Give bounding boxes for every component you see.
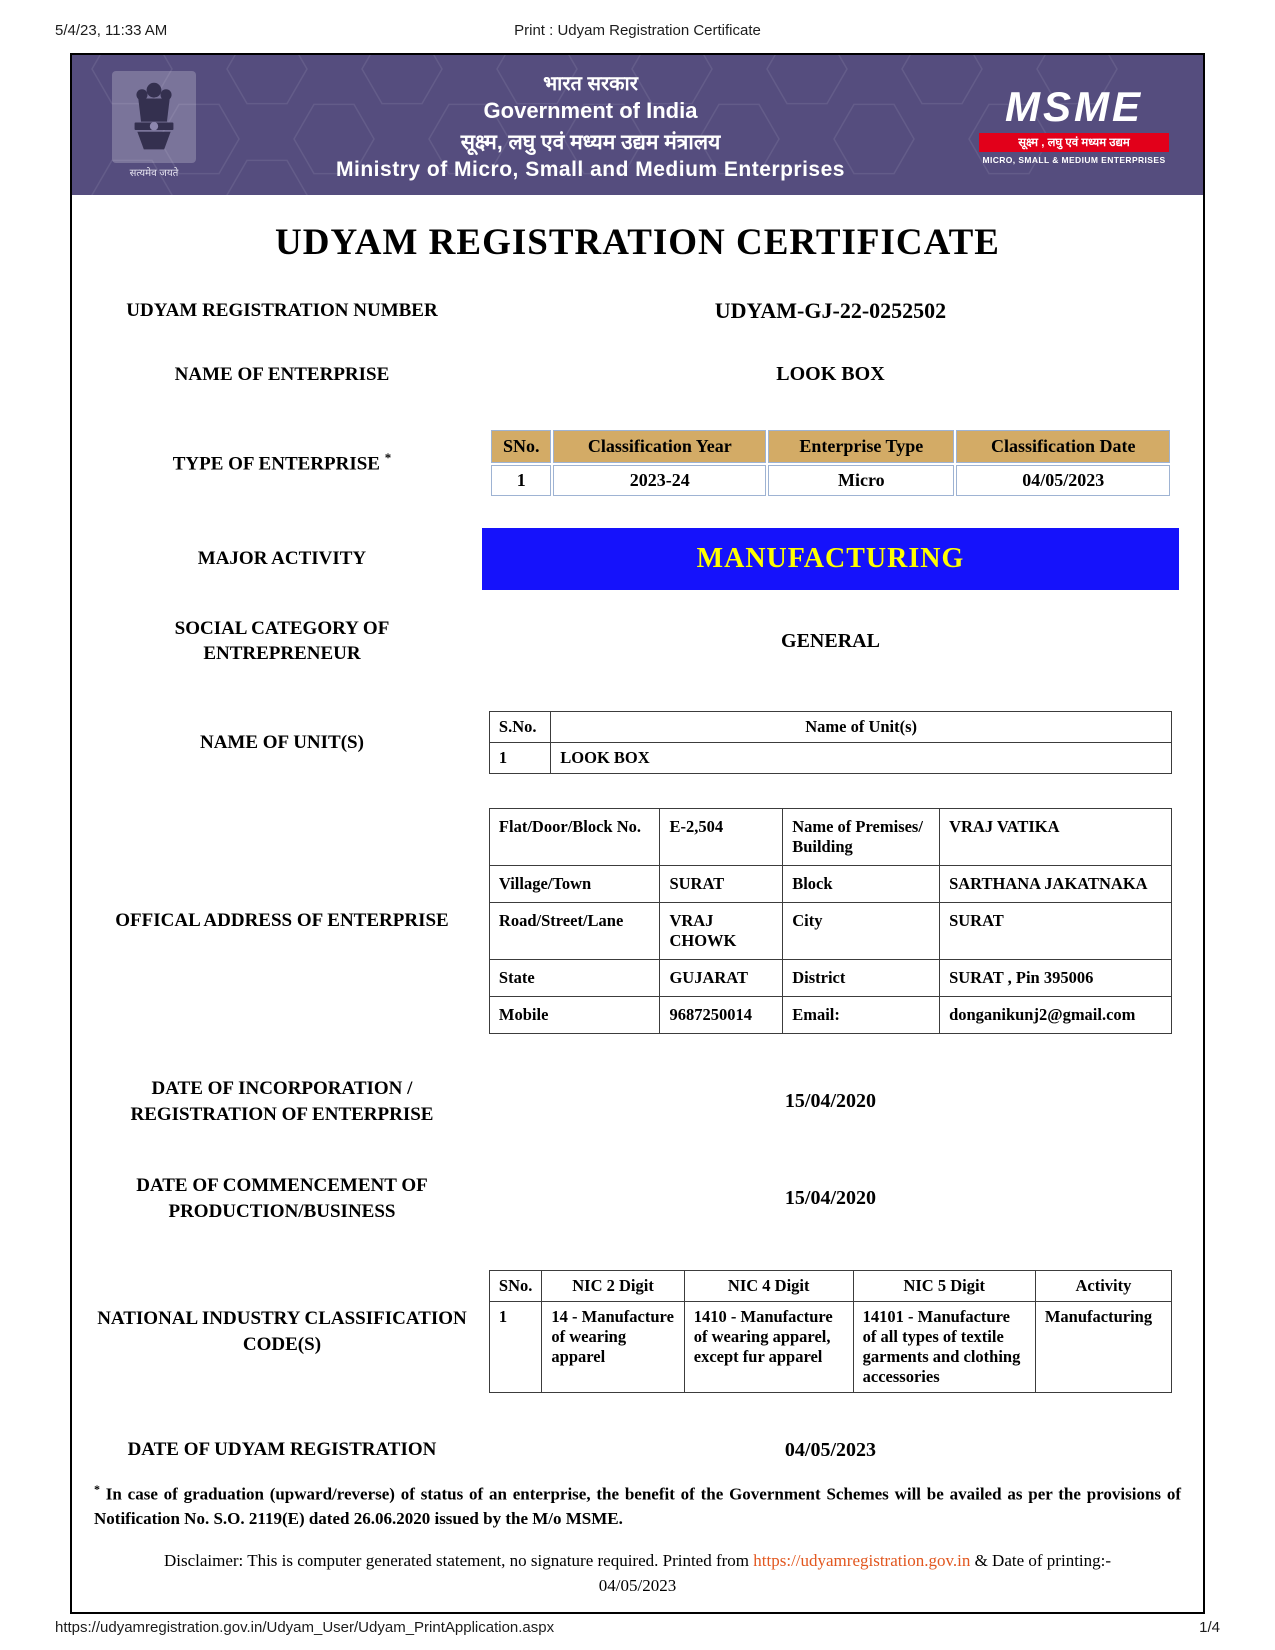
- incorporation-date-row: [72, 1076, 1203, 1127]
- ashoka-lion-capital-icon: [126, 80, 182, 154]
- emblem-icon: [112, 71, 196, 163]
- table-header-row: [489, 1271, 1171, 1302]
- type-of-enterprise-asterisk: *: [384, 449, 392, 465]
- type-of-enterprise-label-text: TYPE OF ENTERPRISE: [172, 452, 380, 474]
- addr-value-block: SARTHANA JAKATNAKA: [940, 865, 1172, 902]
- addr-value-village: SURAT: [660, 865, 783, 902]
- table-row: [489, 996, 1171, 1033]
- addr-key-email: Email:: [783, 996, 940, 1033]
- addr-key-mobile: Mobile: [489, 996, 660, 1033]
- india-national-emblem: [106, 71, 202, 179]
- addr-value-premises: VRAJ VATIKA: [940, 808, 1172, 865]
- print-page-indicator: 1/4: [1199, 1619, 1220, 1636]
- cell-sno: 1: [489, 1302, 541, 1393]
- addr-key-premises: Name of Premises/ Building: [783, 808, 940, 865]
- commencement-date-row: [72, 1173, 1203, 1224]
- ministry-hindi: सूक्ष्म, लघु एवं मध्यम उद्यम मंत्रालय: [460, 130, 721, 154]
- govt-hindi: भारत सरकार: [543, 72, 638, 95]
- addr-value-district: SURAT , Pin 395006: [940, 959, 1172, 996]
- addr-key-village: Village/Town: [489, 865, 660, 902]
- certificate-header-band: [72, 55, 1203, 195]
- table-row: [489, 1302, 1171, 1393]
- major-activity-banner: MANUFACTURING: [482, 528, 1179, 590]
- table-row: [491, 465, 1170, 496]
- table-header-row: [491, 430, 1170, 463]
- col-header-enterprise-type: Enterprise Type: [768, 430, 954, 463]
- col-header-classification-date: Classification Date: [956, 430, 1170, 463]
- social-category-value: GENERAL: [781, 629, 880, 652]
- addr-key-state: State: [489, 959, 660, 996]
- addr-key-flat: Flat/Door/Block No.: [489, 808, 660, 865]
- addr-value-state: GUJARAT: [660, 959, 783, 996]
- units-label: NAME OF UNIT(S): [199, 731, 364, 753]
- govt-english: Government of India: [483, 97, 698, 123]
- official-address-label: OFFICAL ADDRESS OF ENTERPRISE: [115, 910, 449, 932]
- type-of-enterprise-label: [82, 449, 482, 477]
- cell-classification-year: 2023-24: [553, 465, 766, 496]
- official-address-row: [72, 808, 1203, 1034]
- ministry-title-block: [226, 69, 955, 182]
- footnote-asterisk: *: [94, 1482, 100, 1497]
- nic-codes-label: NATIONAL INDUSTRY CLASSIFICATION CODE(S): [97, 1308, 467, 1355]
- msme-wordmark: MSME: [1005, 82, 1143, 130]
- disclaimer-suffix: & Date of printing:-: [970, 1551, 1112, 1571]
- disclaimer: [98, 1548, 1177, 1574]
- cell-classification-date: 04/05/2023: [956, 465, 1170, 496]
- udyam-registration-date-label: DATE OF UDYAM REGISTRATION: [127, 1439, 437, 1461]
- cell-activity: Manufacturing: [1035, 1302, 1171, 1393]
- udyam-registration-date-row: [72, 1437, 1203, 1463]
- col-header-sno: S.No.: [489, 711, 550, 742]
- certificate-title: UDYAM REGISTRATION CERTIFICATE: [275, 222, 1000, 263]
- cell-nic5: 14101 - Manufacture of all types of textile garments and clothing accessories: [853, 1302, 1035, 1393]
- addr-key-block: Block: [783, 865, 940, 902]
- type-of-enterprise-row: [72, 428, 1203, 498]
- addr-value-road: VRAJ CHOWK: [660, 902, 783, 959]
- col-header-nic5: NIC 5 Digit: [853, 1271, 1035, 1302]
- table-header-row: [489, 711, 1171, 742]
- registration-number-label: UDYAM REGISTRATION NUMBER: [126, 300, 438, 322]
- enterprise-name-value: LOOK BOX: [776, 363, 885, 386]
- msme-tagline: MICRO, SMALL & MEDIUM ENTERPRISES: [982, 154, 1166, 165]
- table-row: [489, 808, 1171, 865]
- cell-unit-name: LOOK BOX: [551, 742, 1172, 773]
- col-header-classification-year: Classification Year: [553, 430, 766, 463]
- major-activity-label: MAJOR ACTIVITY: [197, 547, 367, 569]
- incorporation-date-label: DATE OF INCORPORATION / REGISTRATION OF ENTERPRISE: [130, 1077, 434, 1125]
- addr-value-mobile: 9687250014: [660, 996, 783, 1033]
- addr-key-city: City: [783, 902, 940, 959]
- major-activity-row: [72, 528, 1203, 590]
- certificate: [70, 53, 1205, 1614]
- enterprise-name-label: NAME OF ENTERPRISE: [174, 364, 390, 385]
- msme-logo: [979, 82, 1169, 165]
- udyam-registration-link[interactable]: https://udyamregistration.gov.in: [753, 1551, 971, 1571]
- addr-key-road: Road/Street/Lane: [489, 902, 660, 959]
- social-category-label: SOCIAL CATEGORY OF ENTREPRENEUR: [174, 617, 390, 665]
- cell-sno: 1: [491, 465, 552, 496]
- col-header-activity: Activity: [1035, 1271, 1171, 1302]
- print-header: [0, 0, 1275, 39]
- col-header-sno: SNo.: [489, 1271, 541, 1302]
- col-header-nic4: NIC 4 Digit: [684, 1271, 853, 1302]
- addr-value-city: SURAT: [940, 902, 1172, 959]
- emblem-caption: सत्यमेव जयते: [129, 168, 179, 179]
- graduation-footnote: [94, 1481, 1181, 1532]
- table-row: [489, 742, 1171, 773]
- nic-codes-table: [489, 1270, 1172, 1393]
- print-timestamp: 5/4/23, 11:33 AM: [55, 22, 168, 39]
- col-header-nic2: NIC 2 Digit: [542, 1271, 684, 1302]
- incorporation-date-value: 15/04/2020: [784, 1090, 877, 1113]
- commencement-date-label: DATE OF COMMENCEMENT OF PRODUCTION/BUSINESS: [136, 1175, 428, 1222]
- table-row: [489, 902, 1171, 959]
- type-of-enterprise-table: [489, 428, 1172, 498]
- addr-key-district: District: [783, 959, 940, 996]
- footnote-text: In case of graduation (upward/reverse) of status of an enterprise, the benefit of the Government Schemes will be availed as per the provisions of Notification No. S.O. 2119(E) dated 26.06.2020 issued by the M/o MSME.: [94, 1484, 1181, 1529]
- col-header-sno: SNo.: [491, 430, 552, 463]
- addr-value-flat: E-2,504: [660, 808, 783, 865]
- ministry-english: Ministry of Micro, Small and Medium Enterprises: [336, 157, 845, 181]
- disclaimer-text: Disclaimer: This is computer generated statement, no signature required. Printed from: [163, 1551, 754, 1571]
- udyam-registration-date-value: 04/05/2023: [784, 1438, 877, 1461]
- official-address-table: [489, 808, 1172, 1034]
- cell-enterprise-type: Micro: [768, 465, 954, 496]
- print-footer-url: https://udyamregistration.gov.in/Udyam_User/Udyam_PrintApplication.aspx: [55, 1619, 555, 1636]
- nic-codes-row: [72, 1270, 1203, 1393]
- table-row: [489, 959, 1171, 996]
- units-table: [489, 711, 1172, 774]
- cell-nic2: 14 - Manufacture of wearing apparel: [542, 1302, 684, 1393]
- enterprise-name-row: [72, 362, 1203, 388]
- registration-number-row: [72, 298, 1203, 324]
- units-row: [72, 711, 1203, 774]
- printing-date: 04/05/2023: [598, 1575, 677, 1595]
- cell-sno: 1: [489, 742, 550, 773]
- addr-value-email: donganikunj2@gmail.com: [940, 996, 1172, 1033]
- print-footer: [55, 1619, 1220, 1636]
- col-header-unit-name: Name of Unit(s): [551, 711, 1172, 742]
- registration-number-value: UDYAM-GJ-22-0252502: [714, 298, 947, 323]
- table-row: [489, 865, 1171, 902]
- msme-hindi-bar: सूक्ष्म , लघु एवं मध्यम उद्यम: [979, 133, 1169, 152]
- social-category-row: [72, 616, 1203, 667]
- print-page-title: Print : Udyam Registration Certificate: [514, 22, 761, 39]
- cell-nic4: 1410 - Manufacture of wearing apparel, except fur apparel: [684, 1302, 853, 1393]
- commencement-date-value: 15/04/2020: [784, 1187, 877, 1210]
